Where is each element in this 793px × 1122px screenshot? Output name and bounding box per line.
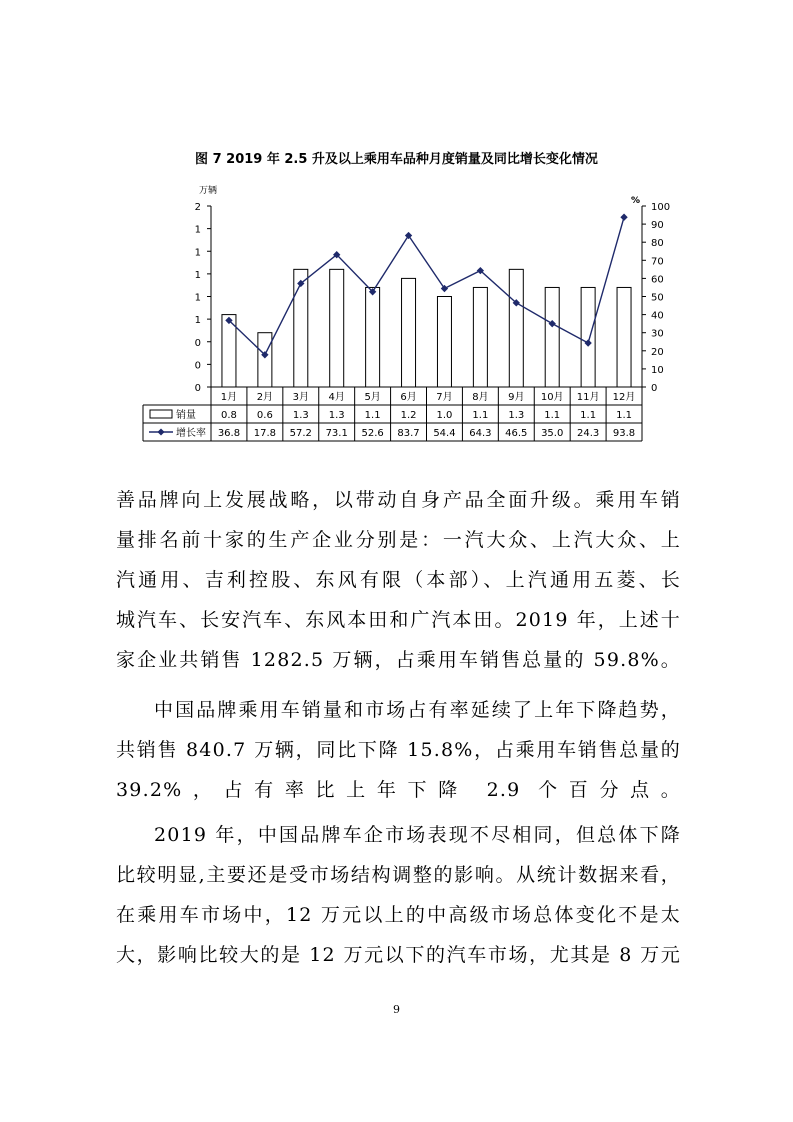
left-axis-unit: 万辆 — [199, 186, 218, 196]
left-tick-label: 2 — [194, 202, 201, 213]
right-tick-label: 80 — [651, 238, 664, 250]
sales-bar — [258, 333, 272, 387]
right-tick-label: 60 — [651, 274, 664, 286]
sales-value-label: 1.2 — [400, 410, 417, 421]
left-tick-label: 0 — [194, 383, 201, 394]
legend-sales-label: 销量 — [176, 410, 196, 421]
sales-value-label: 1.1 — [364, 410, 381, 421]
sales-bar — [545, 287, 559, 387]
right-tick-label: 100 — [651, 202, 671, 213]
sales-bar — [330, 269, 344, 387]
right-tick-label: 40 — [651, 310, 664, 322]
growth-value-label: 46.5 — [505, 428, 528, 439]
growth-line — [229, 217, 624, 355]
category-label: 7月 — [436, 392, 453, 403]
category-label: 10月 — [540, 392, 564, 403]
text-line: 中国品牌乘用车销量和市场占有率延续了上年下降趋势， — [154, 699, 681, 721]
category-label: 3月 — [292, 392, 309, 403]
sales-value-label: 0.6 — [256, 410, 273, 421]
growth-value-label: 52.6 — [361, 428, 384, 439]
sales-bar — [473, 287, 487, 387]
growth-value-label: 57.2 — [289, 428, 312, 439]
text-line: 比较明显,主要还是受市场结构调整的影响。从统计数据来看， — [116, 864, 681, 886]
sales-bar — [617, 287, 631, 387]
category-label: 4月 — [328, 392, 345, 403]
text-line: 城汽车、长安汽车、东风本田和广汽本田。2019 年，上述十 — [116, 609, 681, 631]
left-tick-label: 1 — [194, 269, 201, 281]
category-label: 8月 — [472, 392, 489, 403]
left-tick-label: 1 — [194, 224, 201, 236]
legend-bar-swatch — [150, 410, 172, 418]
paragraph-1 — [116, 480, 681, 680]
growth-value-label: 54.4 — [433, 428, 456, 439]
page-number: 9 — [393, 1003, 400, 1016]
category-label: 1月 — [220, 392, 238, 403]
right-tick-label: 30 — [651, 328, 664, 340]
sales-value-label: 0.8 — [221, 410, 237, 421]
category-label: 6月 — [400, 392, 417, 403]
right-tick-label: 70 — [651, 256, 664, 268]
category-label: 12月 — [612, 392, 636, 403]
text-line: 善品牌向上发展战略，以带动自身产品全面升级。乘用车销 — [116, 489, 681, 511]
text-line: 家企业共销售 1282.5 万辆，占乘用车销售总量的 59.8%。 — [116, 649, 681, 671]
sales-bar — [509, 269, 523, 387]
sales-bar — [437, 297, 451, 388]
sales-value-label: 1.1 — [616, 410, 632, 421]
sales-value-label: 1.1 — [580, 410, 597, 421]
chart-title: 图 7 2019 年 2.5 升及以上乘用车品种月度销量及同比增长变化情况 — [195, 152, 598, 167]
text-line: 39.2%，占有率比上年下降 2.9 个百分点。 — [116, 779, 681, 801]
left-tick-label: 0 — [194, 360, 201, 372]
text-line: 大，影响比较大的是 12 万元以下的汽车市场，尤其是 8 万元 — [116, 944, 681, 966]
text-line: 在乘用车市场中，12 万元以上的中高级市场总体变化不是太 — [116, 904, 681, 926]
text-line: 汽通用、吉利控股、东风有限（本部）、上汽通用五菱、长 — [116, 569, 681, 591]
text-line: 共销售 840.7 万辆，同比下降 15.8%，占乘用车销售总量的 — [116, 739, 681, 761]
sales-value-label: 1.3 — [508, 410, 525, 421]
left-tick-label: 0 — [194, 337, 201, 349]
sales-bar — [366, 287, 380, 387]
sales-value-label: 1.1 — [472, 410, 489, 421]
growth-value-label: 35.0 — [541, 428, 564, 439]
chart — [0, 0, 793, 460]
sales-bar — [581, 287, 595, 387]
sales-value-label: 1.3 — [292, 410, 309, 421]
growth-value-label: 83.7 — [397, 428, 420, 439]
right-tick-label: 90 — [651, 220, 664, 232]
text-line: 2019 年，中国品牌车企市场表现不尽相同，但总体下降 — [154, 824, 681, 846]
sales-value-label: 1.3 — [328, 410, 345, 421]
text-line: 量排名前十家的生产企业分别是：一汽大众、上汽大众、上 — [116, 529, 681, 551]
growth-value-label: 24.3 — [576, 428, 600, 439]
growth-point — [620, 214, 627, 221]
category-label: 11月 — [576, 392, 600, 403]
left-tick-label: 1 — [194, 315, 201, 327]
growth-value-label: 73.1 — [325, 428, 348, 439]
left-tick-label: 1 — [194, 292, 201, 304]
legend-growth-label: 增长率 — [176, 428, 206, 439]
left-tick-label: 1 — [194, 247, 201, 259]
right-tick-label: 10 — [651, 364, 664, 376]
right-tick-label: 20 — [651, 346, 664, 358]
paragraph-3 — [116, 815, 681, 975]
sales-bar — [402, 278, 416, 387]
right-tick-label: 0 — [651, 383, 658, 394]
right-axis-unit: % — [631, 196, 641, 206]
paragraph-2 — [116, 690, 681, 810]
growth-value-label: 17.8 — [253, 428, 277, 439]
sales-value-label: 1.0 — [436, 410, 453, 421]
growth-value-label: 36.8 — [217, 428, 241, 439]
right-tick-label: 50 — [651, 292, 664, 304]
legend-line-marker — [157, 428, 164, 435]
sales-value-label: 1.1 — [544, 410, 561, 421]
category-label: 2月 — [256, 392, 274, 403]
category-label: 5月 — [364, 392, 381, 403]
growth-value-label: 64.3 — [469, 428, 492, 439]
category-label: 9月 — [508, 392, 525, 403]
growth-value-label: 93.8 — [612, 428, 636, 439]
